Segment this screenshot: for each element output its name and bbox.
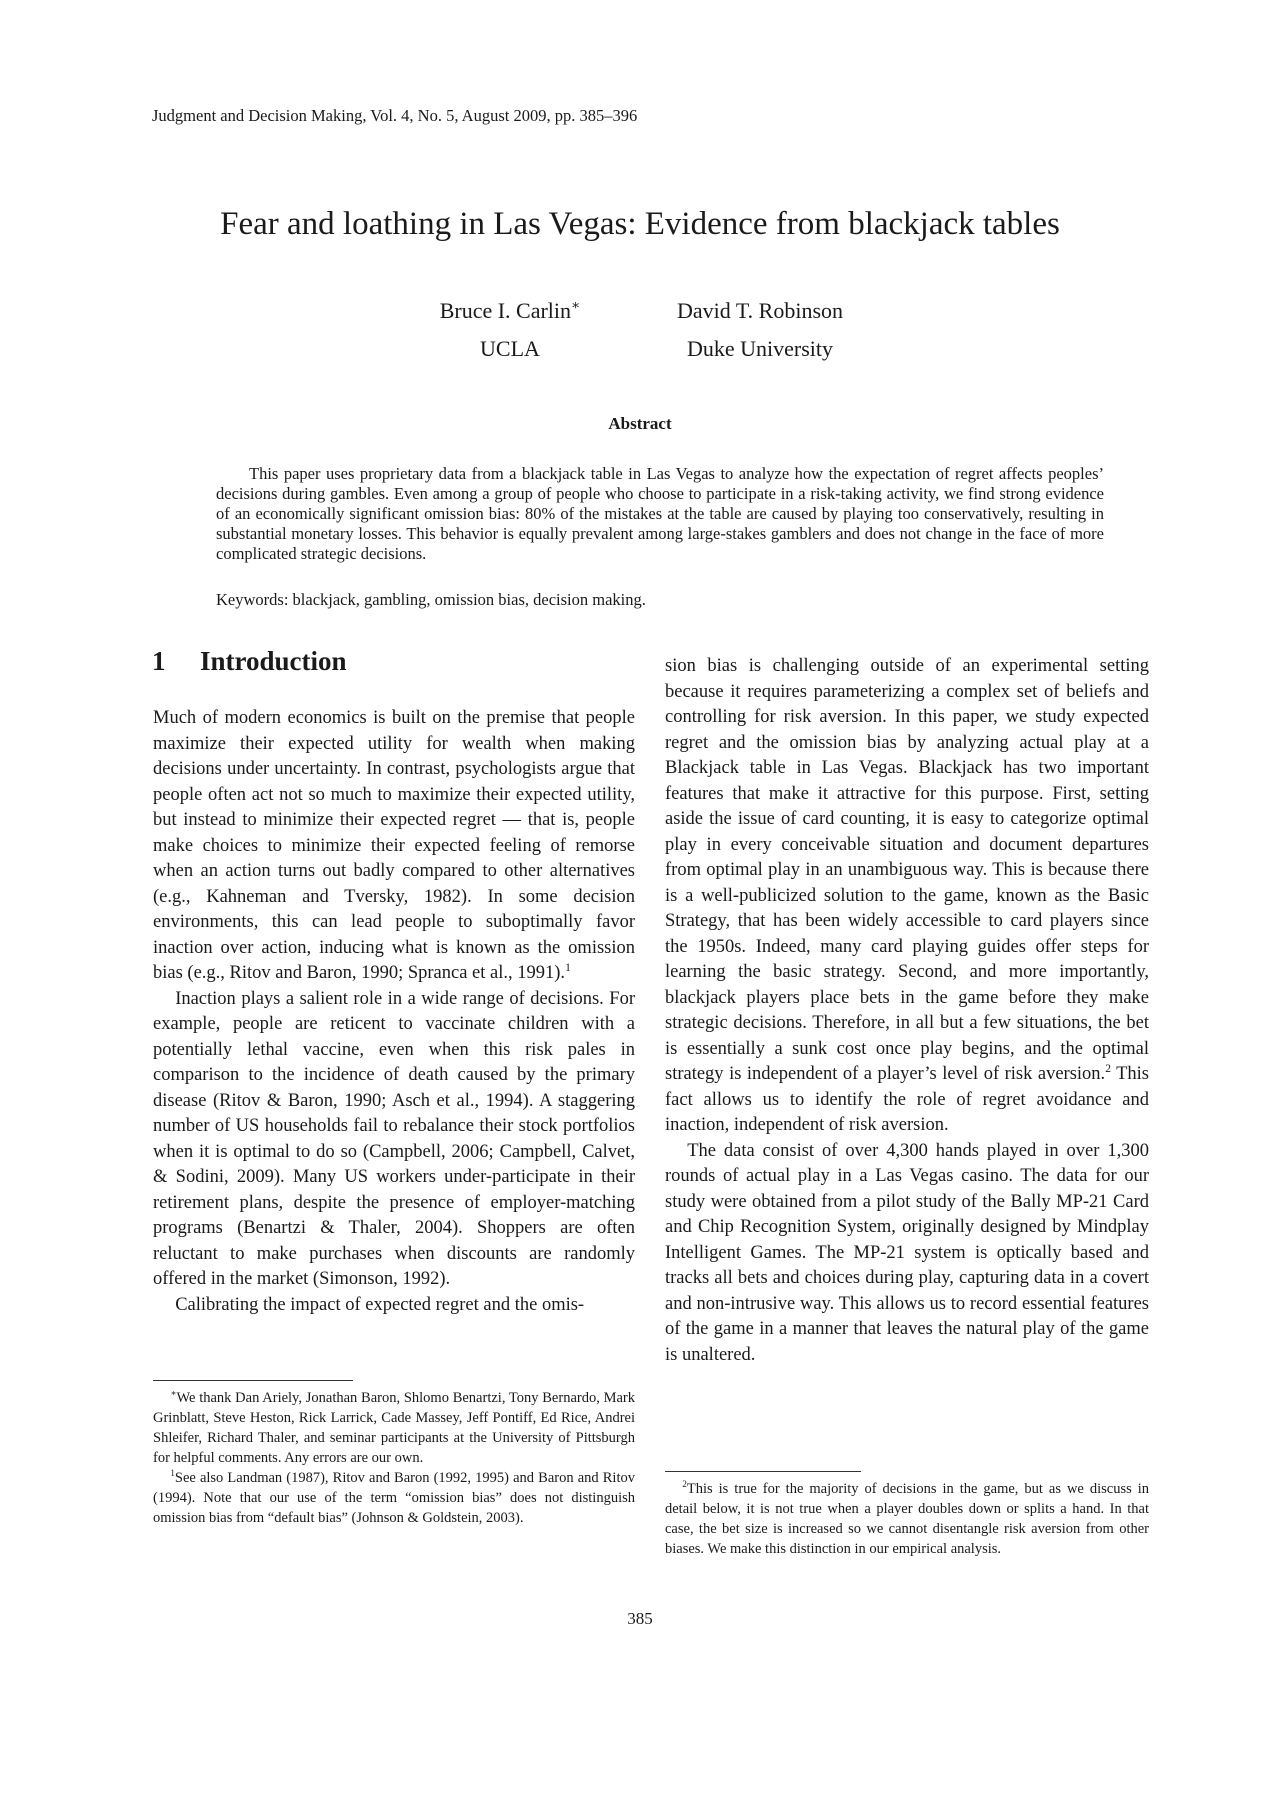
footnote-text: We thank Dan Ariely, Jonathan Baron, Shlomo Benartzi, Tony Bernardo, Mark Grinblatt, Steve Heston, Rick Larrick, Cade Massey, Jeff Pontiff, Ed Rice, Andrei Shleifer, Richard Thaler, and seminar participants at the University of Pittsburgh for helpful comments. Any errors are our own.	[153, 1390, 635, 1466]
section-title: Introduction	[200, 646, 347, 676]
footnote-rule	[153, 1380, 353, 1381]
footnote-text: This is true for the majority of decisions in the game, but as we discuss in detail below, it is not true when a player doubles down or splits a hand. In that case, the bet size is increased so we cannot disentangle risk aversion from other biases. We make this distinction in our empirical analysis.	[665, 1481, 1149, 1557]
section-heading	[152, 646, 347, 677]
footnotes-left	[153, 1388, 635, 1528]
paragraph	[153, 706, 635, 987]
author-block-1	[420, 292, 600, 368]
footnote	[665, 1479, 1149, 1559]
footnote	[153, 1388, 635, 1468]
footnote	[153, 1468, 635, 1528]
footnotes-right	[665, 1479, 1149, 1559]
author-block-2	[660, 292, 860, 368]
footnote-rule	[665, 1471, 861, 1472]
paragraph-text: This fact allows us to identify the role of regret avoidance and inaction, independent of risk aversion.	[665, 1064, 1149, 1135]
paragraph-text: Much of modern economics is built on the premise that people maximize their expected utility for wealth when making decisions under uncertainty. In contrast, psychologists argue that people often act not so much to maximize their expected utility, but instead to minimize their expected regret — that is, people make choices to minimize their expected feeling of remorse when an action turns out badly compared to other alternatives (e.g., Kahneman and Tversky, 1982). In some decision environments, this can lead people to suboptimally favor inaction over action, inducing what is known as the omission bias (e.g., Ritov and Baron, 1990; Spranca et al., 1991).	[153, 708, 635, 983]
paragraph: The data consist of over 4,300 hands played in over 1,300 rounds of actual play in a Las Vegas casino. The data for our study were obtained from a pilot study of the Bally MP-21 Card and Chip Recognition System, originally designed by Mindplay Intelligent Games. The MP-21 system is optically based and tracks all bets and choices during play, capturing data in a covert and non-intrusive way. This allows us to record essential features of the game in a manner that leaves the natural play of the game is unaltered.	[665, 1140, 1149, 1365]
footnote-marker: 2	[1105, 1062, 1111, 1075]
right-column	[665, 654, 1149, 1368]
abstract-text: This paper uses proprietary data from a blackjack table in Las Vegas to analyze how the expectation of regret affects peoples’ decisions during gambles. Even among a group of people who choose to participate in a risk-taking activity, we find strong evidence of an economically significant omission bias: 80% of the mistakes at the table are caused by playing too conservatively, resulting in substantial monetary losses. This behavior is equally prevalent among large-stakes gamblers and does not change in the face of more complicated strategic decisions.	[216, 464, 1104, 563]
author-name: Bruce I. Carlin	[439, 298, 572, 323]
author-affiliation: Duke University	[686, 336, 834, 361]
keywords: Keywords: blackjack, gambling, omission bias, decision making.	[216, 590, 646, 609]
author-name: David T. Robinson	[676, 298, 844, 323]
paragraph: Inaction plays a salient role in a wide range of decisions. For example, people are reticent to vaccinate children with a potentially lethal vaccine, even when this risk pales in comparison to the incidence of death caused by the primary disease (Ritov & Baron, 1990; Asch et al., 1994). A staggering number of US households fail to rebalance their stock portfolios when it is optimal to do so (Campbell, 2006; Campbell, Calvet, & Sodini, 2009). Many US workers under-participate in their retirement plans, despite the presence of employer-matching programs (Benartzi & Thaler, 2004). Shoppers are often reluctant to make purchases when discounts are randomly offered in the market (Simonson, 1992).	[153, 988, 635, 1289]
abstract-heading: Abstract	[608, 414, 672, 433]
page-number: 385	[627, 1609, 653, 1628]
running-head: Judgment and Decision Making, Vol. 4, No. 5, August 2009, pp. 385–396	[152, 106, 638, 125]
footnote-marker: 1	[170, 1468, 175, 1479]
author-footnote-mark: ∗	[571, 297, 581, 313]
footnote-marker: 2	[682, 1479, 687, 1490]
footnote-text: See also Landman (1987), Ritov and Baron (1992, 1995) and Baron and Ritov (1994). Note that our use of the term “omission bias” does not distinguish omission bias from “default bias” (Johnson & Goldstein, 2003).	[153, 1470, 635, 1526]
left-column	[153, 706, 635, 1318]
paragraph-text: sion bias is challenging outside of an experimental setting because it requires parameterizing a complex set of beliefs and controlling for risk aversion. In this paper, we study expected regret and the omission bias by analyzing actual play at a Blackjack table in Las Vegas. Blackjack has two important features that make it attractive for this purpose. First, setting aside the issue of card counting, it is easy to categorize optimal play in every conceivable situation and document departures from optimal play in an unambiguous way. This is because there is a well-publicized solution to the game, known as the Basic Strategy, that has been widely accessible to card players since the 1950s. Indeed, many card playing guides offer steps for learning the basic strategy. Second, and more importantly, blackjack players place bets in the game before they make strategic decisions. Therefore, in all but a few situations, the bet is essentially a sunk cost once play begins, and the optimal strategy is independent of a player’s level of risk aversion.	[665, 656, 1149, 1084]
section-number: 1	[152, 646, 166, 676]
paragraph: Calibrating the impact of expected regret and the omis-	[175, 1294, 585, 1315]
paragraph	[665, 654, 1149, 1139]
footnote-marker: ∗	[170, 1388, 177, 1399]
footnote-marker: 1	[565, 961, 571, 974]
author-affiliation: UCLA	[480, 336, 540, 361]
paper-title: Fear and loathing in Las Vegas: Evidence from blackjack tables	[220, 206, 1060, 242]
